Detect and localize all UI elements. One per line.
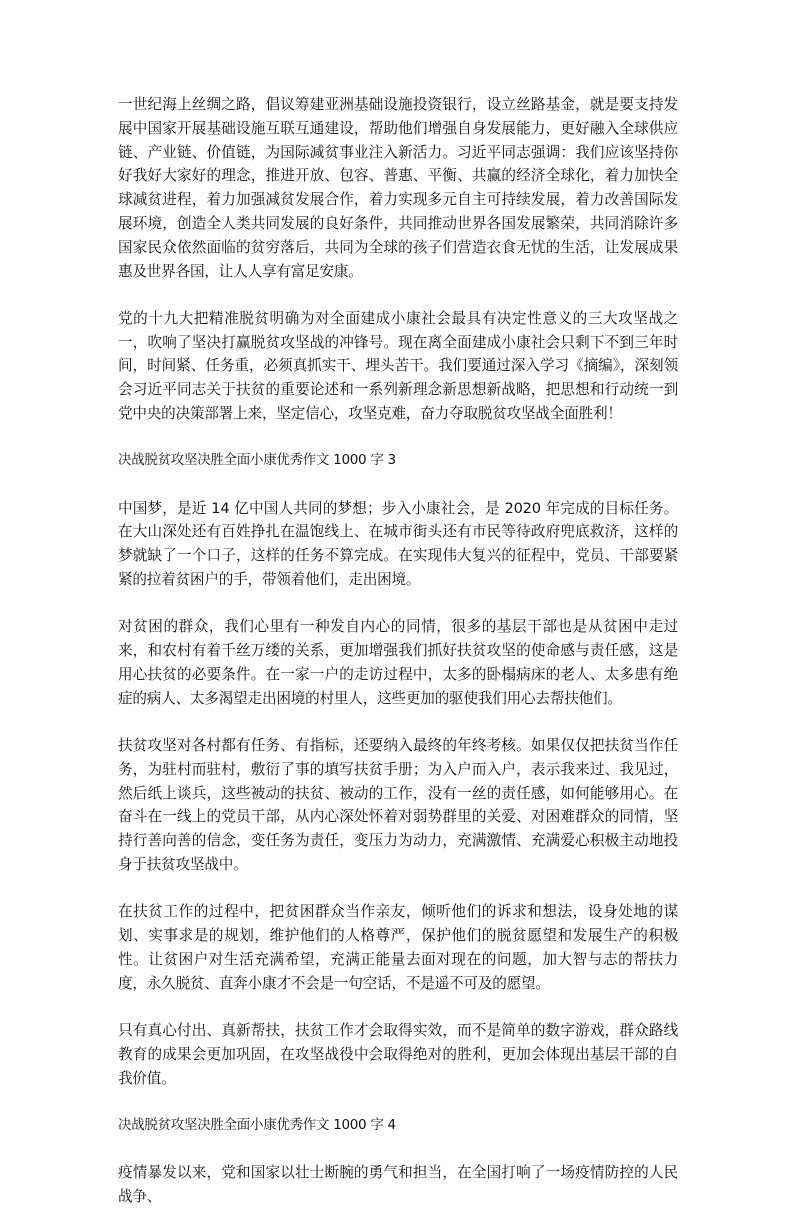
paragraph: 党的十九大把精准脱贫明确为对全面建成小康社会最具有决定性意义的三大攻坚战之一，吹响了坚决打赢脱贫攻坚战的冲锋号。现在离全面建成小康社会只剩下不到三年时间，时间紧、任务重，必须真抓实干、埋头苦干。我们要通过深入学习《摘编》，深刻领会习近平同志关于扶贫的重要论述和一系列新理念新思想新战略，把思想和行动统一到党中央的决策部署上来，坚定信心，攻坚克难，奋力夺取脱贫攻坚战全面胜利！ — [118, 309, 678, 423]
paragraph: 疫情暴发以来，党和国家以壮士断腕的勇气和担当，在全国打响了一场疫情防控的人民战争、 — [118, 1164, 678, 1205]
paragraph: 在扶贫工作的过程中，把贫困群众当作亲友，倾听他们的诉求和想法，设身处地的谋划、实事求是的规划，维护他们的人格尊严，保护他们的脱贫愿望和发展生产的积极性。让贫困户对生活充满希望，充满正能量去面对现在的问题，加大智与志的帮扶力度，永久脱贫、直奔小康才不会是一句空话，不是遥不可及的愿望。 — [118, 903, 678, 992]
paragraph: 中国梦，是近 14 亿中国人共同的梦想；步入小康社会，是 2020 年完成的目标任务。在大山深处还有百姓挣扎在温饱线上、在城市街头还有市民等待政府兜底救济，这样的梦就缺了一个口子，这样的任务不算完成。在实现伟大复兴的征程中，党员、干部要紧紧的拉着贫困户的手，带领着他们，走出困境。 — [118, 499, 678, 589]
section-heading: 决战脱贫攻坚决胜全面小康优秀作文 1000 字 3 — [118, 452, 396, 469]
paragraph: 扶贫攻坚对各村都有任务、有指标，还要纳入最终的年终考核。如果仅仅把扶贫当作任务，为驻村而驻村，敷衍了事的填写扶贫手册；为入户而入户，表示我来过、我见过，然后纸上谈兵，这些被动的扶贫、被动的工作，没有一丝的责任感，如何能够用心。在奋斗在一线上的党员干部，从内心深处怀着对弱势群里的关爱、对困难群众的同情，坚持行善向善的信念，变任务为责任，变压力为动力，充满激情、充满爱心积极主动地投身于扶贫攻坚战中。 — [118, 737, 678, 874]
paragraph: 只有真心付出、真新帮扶，扶贫工作才会取得实效，而不是简单的数字游戏，群众路线教育的成果会更加巩固，在攻坚战役中会取得绝对的胜利，更加会体现出基层干部的自我价值。 — [118, 1022, 678, 1087]
document-page — [118, 93, 678, 1209]
section-heading: 决战脱贫攻坚决胜全面小康优秀作文 1000 字 4 — [118, 1116, 396, 1133]
paragraph: 一世纪海上丝绸之路，倡议筹建亚洲基础设施投资银行，设立丝路基金，就是要支持发展中国家开展基础设施互联互通建设，帮助他们增强自身发展能力，更好融入全球供应链、产业链、价值链，为国际减贫事业注入新活力。习近平同志强调：我们应该坚持你好我好大家好的理念，推进开放、包容、普惠、平衡、共赢的经济全球化，着力加快全球减贫进程，着力加强减贫发展合作，着力实现多元自主可持续发展，着力改善国际发展环境，创造全人类共同发展的良好条件，共同推动世界各国发展繁荣，共同消除许多国家民众依然面临的贫穷落后，共同为全球的孩子们营造衣食无忧的生活，让发展成果惠及世界各国，让人人享有富足安康。 — [118, 96, 678, 280]
paragraph: 对贫困的群众，我们心里有一种发自内心的同情，很多的基层干部也是从贫困中走过来，和农村有着千丝万缕的关系，更加增强我们抓好扶贫攻坚的使命感与责任感，这是用心扶贫的必要条件。在一家一户的走访过程中，太多的卧榻病床的老人、太多患有绝症的病人、太多渴望走出困境的村里人，这些更加的驱使我们用心去帮扶他们。 — [118, 618, 678, 707]
